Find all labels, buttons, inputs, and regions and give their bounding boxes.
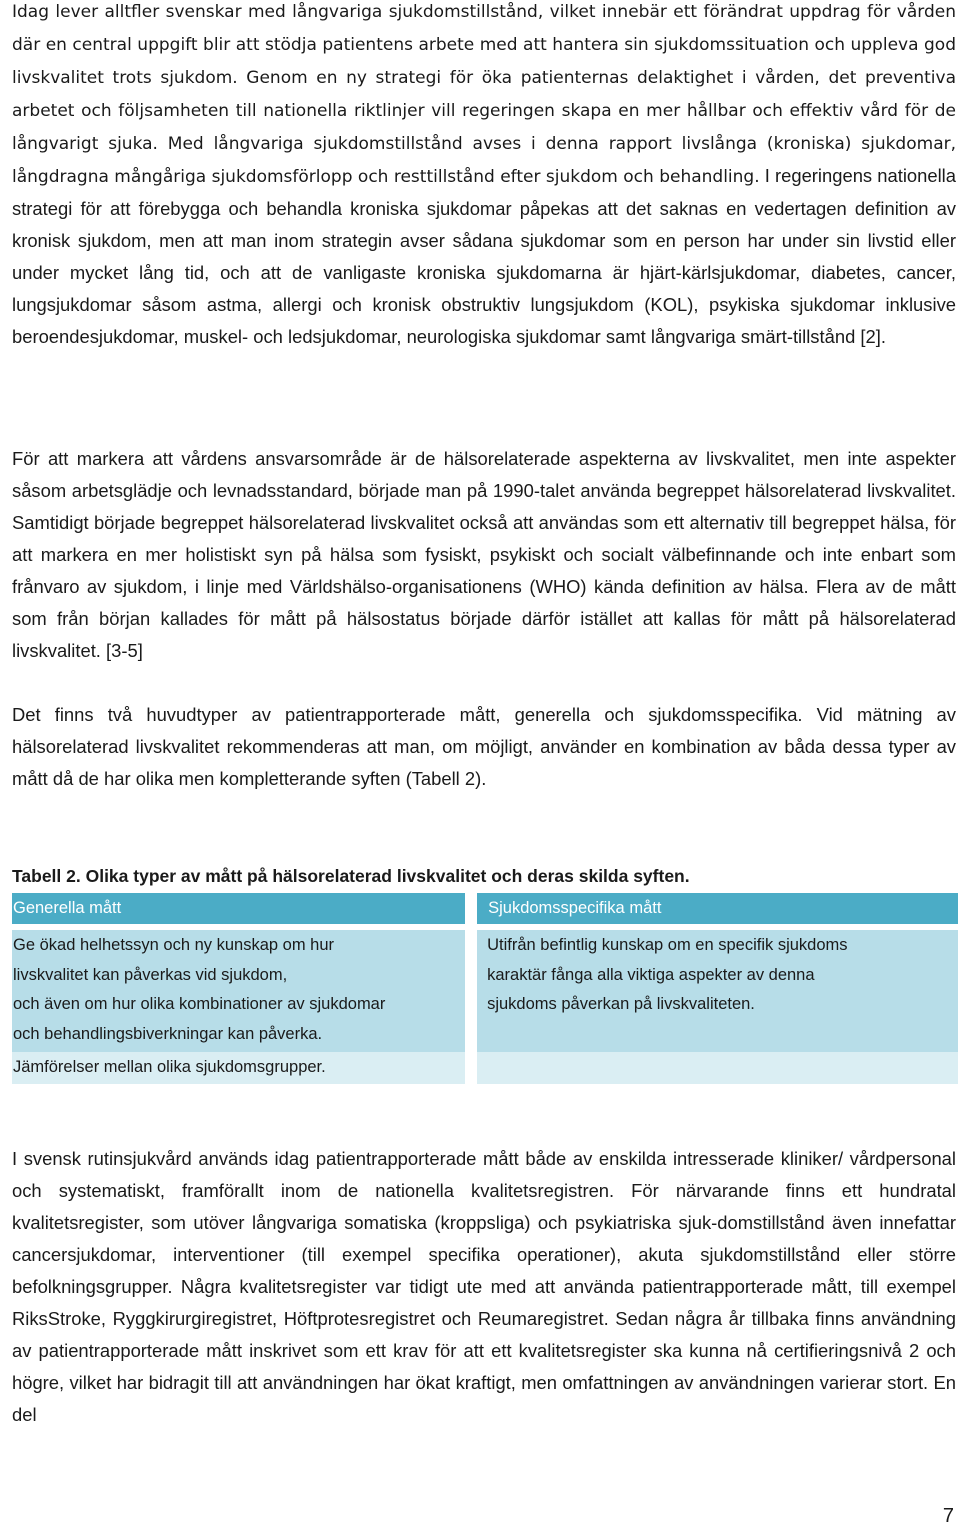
- table-cell-line: och även om hur olika kombinationer av sjukdomar: [13, 995, 386, 1013]
- paragraph-1: [12, 0, 956, 353]
- table-row: [12, 1052, 958, 1084]
- table-row: [12, 930, 958, 1052]
- table-cell-general-last: Jämförelser mellan olika sjukdomsgrupper.: [12, 1052, 465, 1084]
- table-cell-specific-empty: [477, 1052, 958, 1084]
- page-number: 7: [942, 1505, 954, 1527]
- table-cell-line: sjukdoms påverkan på livskvaliteten.: [487, 995, 755, 1013]
- comparison-table: [12, 893, 958, 1084]
- table-gap: [465, 893, 477, 924]
- table-cell-line: Utifrån befintlig kunskap om en specifik sjukdoms: [487, 936, 848, 954]
- table-cell-line: och behandlingsbiverkningar kan påverka.: [13, 1024, 323, 1043]
- table-header-specific: Sjukdomsspecifika mått: [477, 893, 958, 924]
- paragraph-1-serif-part: I regeringens nationella strategi för att förebygga och behandla kroniska sjukdomar påpekas att det saknas en vedertagen definition av kronisk sjukdom, men att man inom strategin avser sådana sjukdomar som en person har under sin livstid eller under mycket lång tid, och att de vanligaste kroniska sjukdomarna är hjärt-kärlsjukdomar, diabetes, cancer, lungsjukdomar såsom astma, allergi och kronisk obstruktiv lungsjukdom (KOL), psykiska sjukdomar inklusive beroendesjukdomar, muskel- och ledsjukdomar, neurologiska sjukdomar samt långvariga smärt-tillstånd [2].: [12, 165, 956, 347]
- paragraph-4: I svensk rutinsjukvård används idag patientrapporterade mått både av enskilda intresserade kliniker/ vårdpersonal och systematiskt, framförallt inom de nationella kvalitetsregistren. För närvarande finns ett hundratal kvalitetsregister, som utöver långvariga somatiska (kroppsliga) och psykiatriska sjuk-domstillstånd även innefattar cancersjukdomar, interventioner (till exempel specifika operationer), akuta sjukdomstillstånd eller större befolkningsgrupper. Några kvalitetsregister var tidigt ute med att använda patientrapporterade mått, till exempel RiksStroke, Ryggkirurgiregistret, Höftprotesregistret och Reumaregistret. Sedan några år tillbaka finns användning av patientrapporterade mått inskrivet som ett krav för att ett kvalitetsregister ska kunna nå certifieringsnivå 2 och högre, vilket har bidragit till att användningen har ökat kraftigt, men omfattningen av användningen varierar stort. En del: [12, 1148, 956, 1425]
- table-caption: Tabell 2. Olika typer av mått på hälsorelaterad livskvalitet och deras skilda syften.: [12, 866, 690, 886]
- table-cell-line: livskvalitet kan påverkas vid sjukdom,: [13, 965, 288, 984]
- paragraph-1-sans-part: Idag lever alltfler svenskar med långvariga sjukdomstillstånd, vilket innebär ett förändrat uppdrag för vården där en central uppgift blir att stödja patientens arbete med att hantera sin sjukdomssituation och uppleva god livskvalitet trots sjukdom. Genom en ny strategi för öka patienternas delaktighet i vården, det preventiva arbetet och följsamheten till nationella riktlinjer vill regeringen skapa en mer hållbar och effektiv vård för de långvarigt sjuka. Med långvariga sjukdomstillstånd avses i denna rapport livslånga (kroniska) sjukdomar, långdragna mångåriga sjukdomsförlopp och resttillstånd efter sjukdom och behandling.: [12, 2, 956, 187]
- paragraph-3: Det finns två huvudtyper av patientrapporterade mått, generella och sjukdomsspecifika. Vid mätning av hälsorelaterad livskvalitet rekommenderas att man, om möjligt, använder en kombination av båda dessa typer av mått då de har olika men kompletterande syften (Tabell 2).: [12, 704, 956, 789]
- table-cell-general: [12, 930, 465, 1052]
- paragraph-2: För att markera att vårdens ansvarsområde är de hälsorelaterade aspekterna av livskvalitet, men inte aspekter såsom arbetsglädje och levnadsstandard, började man på 1990-talet använda begreppet hälsorelaterad livskvalitet. Samtidigt började begreppet hälsorelaterad livskvalitet också att användas som ett alternativ till begreppet hälsa, för att markera en mer holistiskt syn på hälsa som fysiskt, psykiskt och socialt välbefinnande och inte enbart som frånvaro av sjukdom, i linje med Världshälso-organisationens (WHO) kända definition av hälsa. Flera av de mått som från början kallades för mått på hälsostatus började därför istället att kallas för mått på hälsorelaterad livskvalitet. [3-5]: [12, 448, 956, 661]
- table-header-row: [12, 893, 958, 924]
- table-cell-specific: [477, 930, 958, 1052]
- table-cell-line: karaktär fånga alla viktiga aspekter av denna: [487, 965, 815, 984]
- table-header-general: Generella mått: [12, 893, 465, 924]
- table-cell-line: Ge ökad helhetssyn och ny kunskap om hur: [13, 936, 335, 954]
